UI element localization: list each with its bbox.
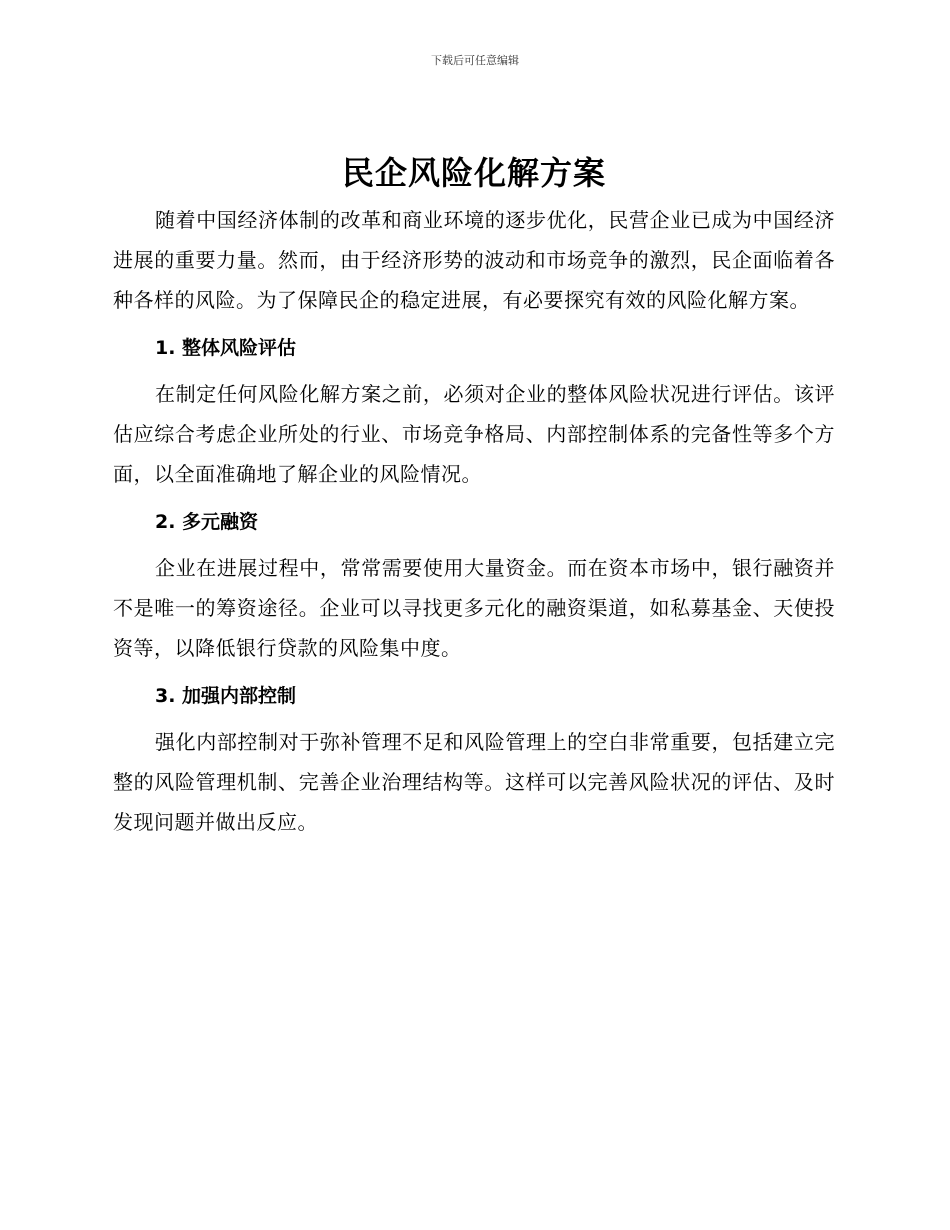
section-heading-risk-assessment: 1. 整体风险评估 xyxy=(155,337,297,359)
intro-paragraph: 随着中国经济体制的改革和商业环境的逐步优化，民营企业已成为中国经济进展的重要力量。然而，由于经济形势的波动和市场竞争的激烈，民企面临着各种各样的风险。为了保障民企的稳定进展，有必要探究有效的风险化解方案。 xyxy=(113,208,835,312)
section-heading-internal-control: 3. 加强内部控制 xyxy=(155,685,297,707)
section-body-diversified-financing: 企业在进展过程中，常常需要使用大量资金。而在资本市场中，银行融资并不是唯一的筹资途径。企业可以寻找更多元化的融资渠道，如私募基金、天使投资等，以降低银行贷款的风险集中度。 xyxy=(113,556,835,660)
document-title: 民企风险化解方案 xyxy=(341,154,606,192)
section-body-internal-control: 强化内部控制对于弥补管理不足和风险管理上的空白非常重要，包括建立完整的风险管理机制、完善企业治理结构等。这样可以完善风险状况的评估、及时发现问题并做出反应。 xyxy=(113,730,835,834)
header-note: 下载后可任意编辑 xyxy=(431,54,519,67)
section-heading-diversified-financing: 2. 多元融资 xyxy=(155,511,259,533)
document-body xyxy=(113,150,835,848)
section-body-risk-assessment: 在制定任何风险化解方案之前，必须对企业的整体风险状况进行评估。该评估应综合考虑企业所处的行业、市场竞争格局、内部控制体系的完备性等多个方面，以全面准确地了解企业的风险情况。 xyxy=(113,382,835,486)
